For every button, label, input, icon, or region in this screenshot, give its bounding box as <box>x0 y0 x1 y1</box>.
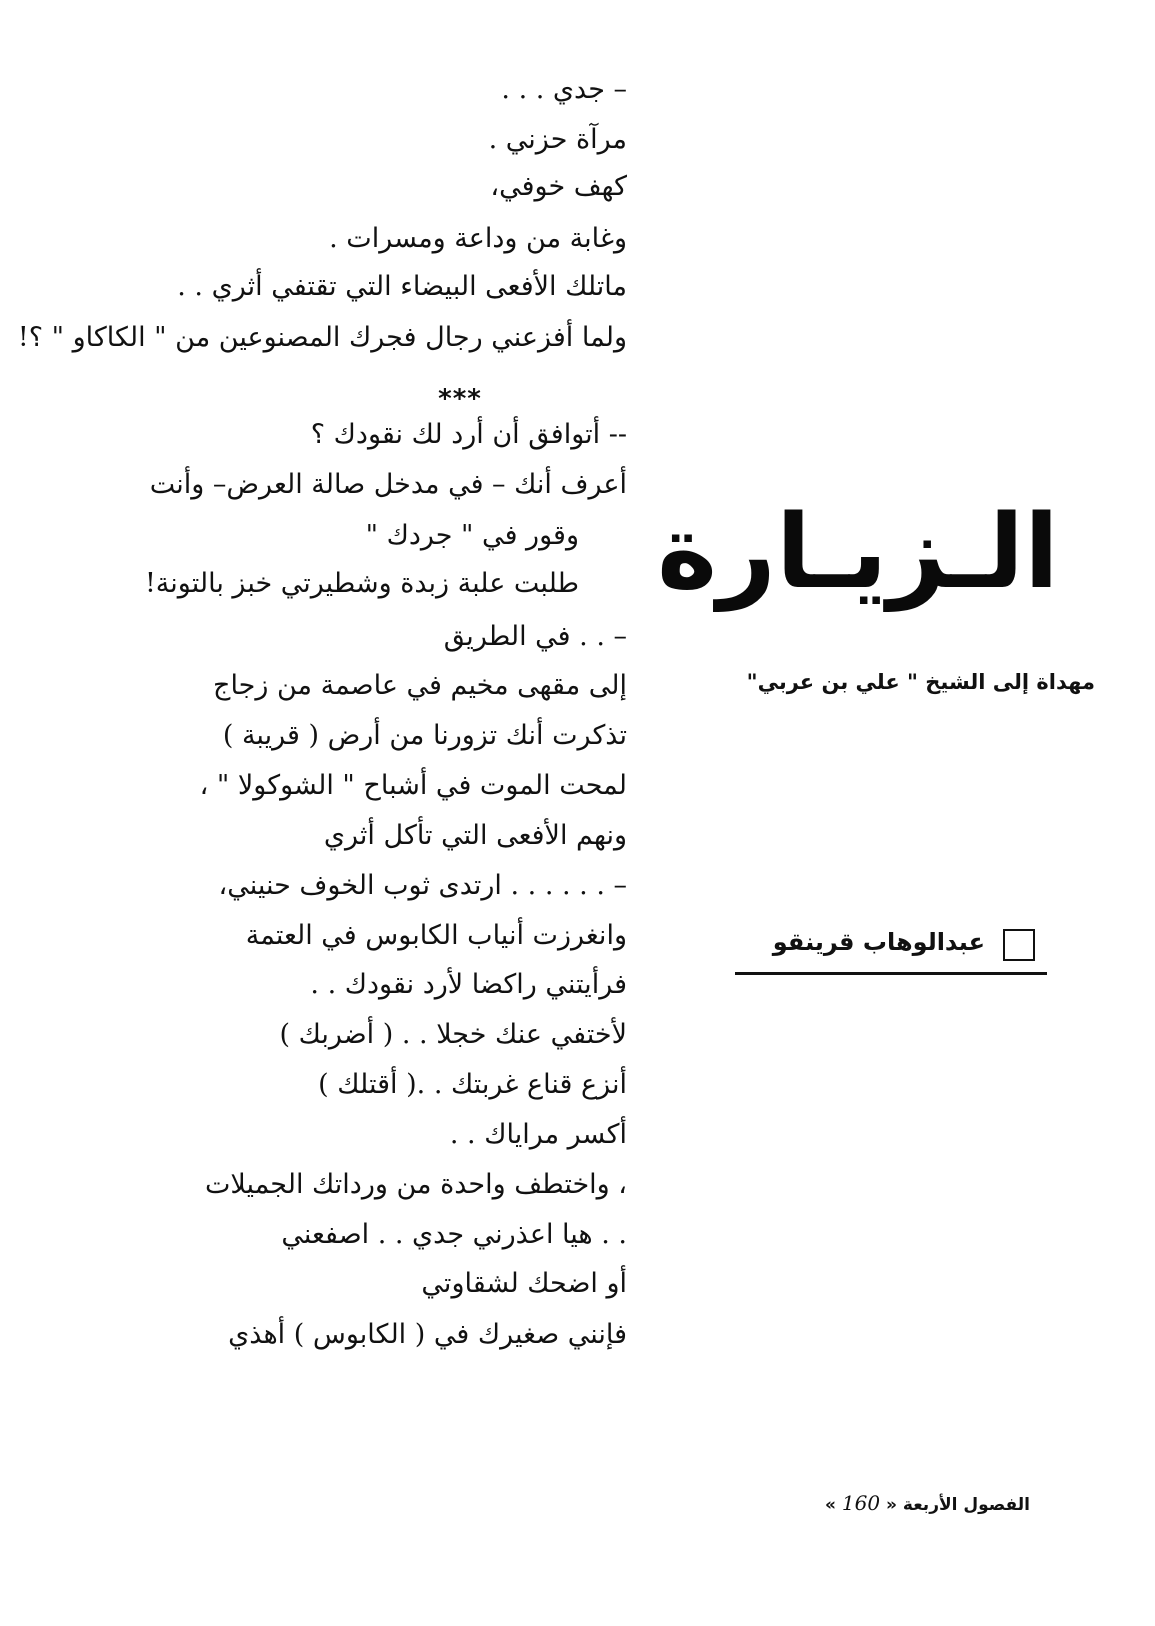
poem-line: كهف خوفي، <box>490 171 627 202</box>
poem-line: – . . . . . . ارتدى ثوب الخوف حنيني، <box>218 870 627 901</box>
magazine-name: الفصول الأربعة « <box>886 1495 1030 1515</box>
author-name: عبدالوهاب قرينقو <box>772 928 985 956</box>
square-bullet-icon <box>1003 929 1035 961</box>
poem-line: ولما أفزعني رجال فجرك المصنوعين من " الكاكاو " ؟! <box>17 322 627 353</box>
author-block <box>735 920 1047 976</box>
poem-line: ونهم الأفعى التي تأكل أثري <box>323 820 627 851</box>
poem-line: أنزع قناع غربتك . .( أقتلك ) <box>318 1069 627 1100</box>
footer-closing: » <box>824 1495 836 1515</box>
poem-line: – . . في الطريق <box>443 621 627 652</box>
poem-line: وانغرزت أنياب الكابوس في العتمة <box>245 920 627 951</box>
poem-line: ماتلك الأفعى البيضاء التي تقتفي أثري . . <box>177 271 627 302</box>
poem-title: الـزيـارة <box>657 493 1059 612</box>
poem-line: مرآة حزني . <box>488 124 627 155</box>
poem-line: طلبت علبة زبدة وشطيرتي خبز بالتونة! <box>144 568 579 599</box>
poem-line: . . هيا اعذرني جدي . . اصفعني <box>281 1219 627 1250</box>
poem-line: – جدي . . . <box>501 74 627 105</box>
dedication: مهداة إلى الشيخ " علي بن عربي" <box>746 670 1095 694</box>
poem-line: وقور في " جردك " <box>365 520 579 551</box>
poem-line: لأختفي عنك خجلا . . ( أضربك ) <box>279 1019 627 1050</box>
poem-line: فإنني صغيرك في ( الكابوس ) أهذي <box>228 1319 627 1350</box>
section-separator: *** <box>438 384 482 414</box>
page-number: 160 <box>841 1491 881 1515</box>
page-footer <box>825 1488 1030 1520</box>
author-divider <box>735 972 1047 975</box>
poem-line: ، واختطف واحدة من ورداتك الجميلات <box>205 1169 627 1200</box>
poem-line: تذكرت أنك تزورنا من أرض ( قريبة ) <box>222 720 627 751</box>
poem-line: أكسر مراياك . . <box>449 1119 627 1150</box>
poem-line: -- أتوافق أن أرد لك نقودك ؟ <box>310 419 627 450</box>
poem-line: إلى مقهى مخيم في عاصمة من زجاج <box>213 670 627 701</box>
poem-line: وغابة من وداعة ومسرات . <box>329 223 627 254</box>
poem-line: أو اضحك لشقاوتي <box>421 1268 627 1299</box>
poem-line: لمحت الموت في أشباح " الشوكولا " ، <box>199 770 627 801</box>
poem-line: فرأيتني راكضا لأرد نقودك . . <box>310 969 627 1000</box>
poem-line: أعرف أنك – في مدخل صالة العرض– وأنت <box>149 469 627 500</box>
